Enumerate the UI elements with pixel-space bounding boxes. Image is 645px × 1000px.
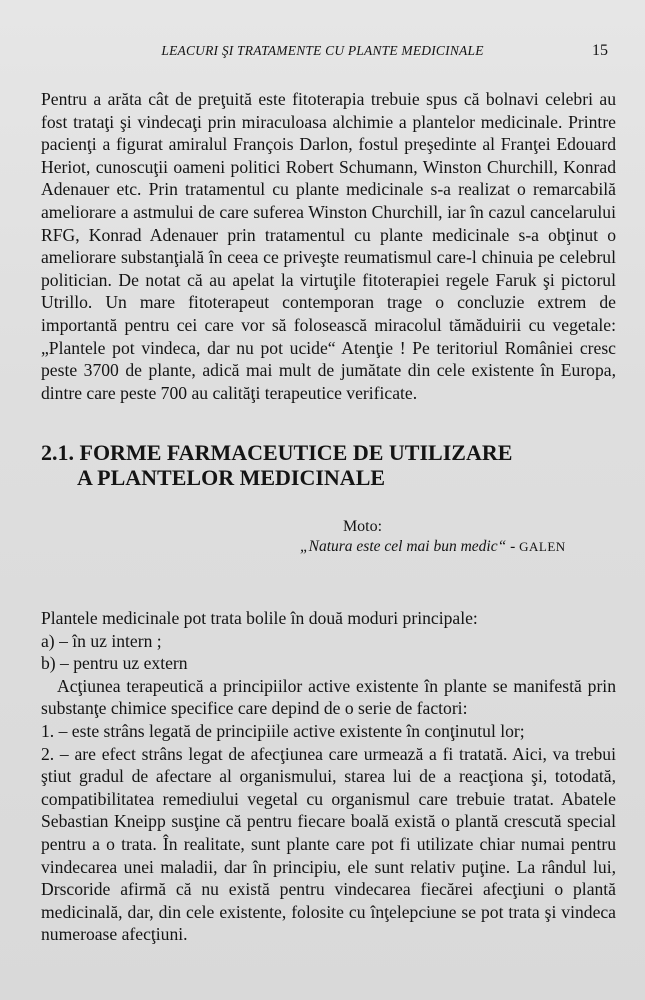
- section-title: [41, 440, 616, 490]
- section-title-line-1: 2.1. FORME FARMACEUTICE DE UTILIZARE: [41, 440, 513, 465]
- motto-dash: -: [506, 538, 520, 555]
- running-title: LEACURI ŞI TRATAMENTE CU PLANTE MEDICINALE: [161, 43, 484, 58]
- list-item-b: b) – pentru uz extern: [41, 653, 188, 674]
- body-intro: Plantele medicinale pot trata bolile în două moduri principale:: [41, 608, 478, 628]
- intro-paragraph: [41, 88, 616, 404]
- factor-2: 2. – are efect strâns legat de afecţiunea care urmează a fi tratată. Aici, va trebui ştiut gradul de afectare al organismului, starea lui de a reacţiona şi, totodată, compatibilitatea remediului vegetal cu organismul care trebuie tratat. Abatele Sebastian Kneipp susţine că pentru fiecare boală există o plantă crescută special pentru a o trata. În realitate, sunt plante care pot fi utilizate chiar numai pentru vindecarea unei maladii, dar în principiu, ele sunt relativ puţine. La rândul lui, Drscoride afirmă că nu există pentru vindecarea fiecărei afecţiuni o plantă medicinală, dar, din cele existente, folosite cu înţelepciune se pot trata şi vindeca numeroase afecţiuni.: [41, 743, 616, 945]
- list-item-a: a) – în uz intern ;: [41, 630, 162, 651]
- motto: [300, 538, 566, 556]
- motto-label: Moto:: [342, 518, 383, 535]
- factor-1: 1. – este strâns legată de principiile active existente în conţinutul lor;: [41, 720, 525, 741]
- action-paragraph: Acţiunea terapeutică a principiilor active existente în plante se manifestă prin substanţe chimice specifice care depind de o serie de factori:: [41, 675, 616, 719]
- intro-paragraph-text: Pentru a arăta cât de preţuită este fitoterapia trebuie spus că bolnavi celebri au fost trataţi şi vindecaţi prin miraculoasa alchimie a plantelor medicinale. Printre pacienţi a figurat amiralul François Darlon, fostul preşedinte al Franţei Edouard Heriot, cunoscuţii oameni politici Robert Schumann, Winston Churchill, Konrad Adenauer etc. Prin tratamentul cu plante medicinale s-a realizat o remarcabilă ameliorare a astmului de care suferea Winston Churchill, iar în cazul cancelarului RFG, Konrad Adenauer prin tratamentul cu plante medicinale s-a obţinut o ameliorare substanţială în ceea ce priveşte reumatismul care-l chinuia pe celebrul politician. De notat că au apelat la virtuţile fitoterapiei regele Faruk şi pictorul Utrillo. Un mare fitoterapeut contemporan trage o concluzie extrem de importantă pentru cei care vor să folosească miracolul tămăduirii cu vegetale: „Plantele pot vindeca, dar nu pot ucide“ Atenţie ! Pe teritoriul României cresc peste 3700 de plante, adică mai mult de jumătate din cele existente în Europa, dintre care peste 700 au calităţi terapeutice verificate.: [41, 89, 616, 403]
- motto-quote: „Natura este cel mai bun medic“: [300, 538, 507, 555]
- motto-author: GALEN: [519, 539, 566, 554]
- section-title-line-2: A PLANTELOR MEDICINALE: [77, 465, 386, 490]
- page-number: 15: [592, 42, 608, 59]
- section-body: [41, 607, 616, 946]
